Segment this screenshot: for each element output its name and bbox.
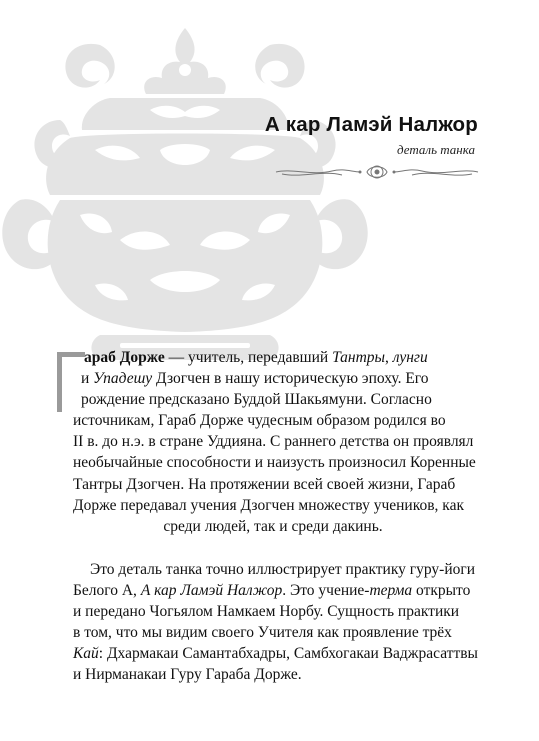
p2-l5-text1: : Дхармакаи Самантабхадры, Самбхогакаи Ваджрасаттвы	[98, 645, 478, 663]
paragraph-gap	[73, 537, 473, 559]
p1-l2-text2: Дзогчен в нашу историческую эпоху. Его	[152, 370, 429, 388]
p2-line-3: и передано Чогьялом Намкаем Норбу. Сущность практики	[73, 603, 460, 621]
p2-l2-it1: А кар Ламэй Налжор	[140, 581, 283, 599]
p2-l5-it1: Кай	[73, 645, 99, 663]
p2-line-6: и Нирманакаи Гуру Гараба Дорже.	[73, 666, 302, 684]
p1-line-7: Тантры Дзогчен. На протяжении всей своей жизни, Гараб	[73, 475, 456, 493]
p2-l2-text2: . Это учение-	[282, 581, 370, 599]
p2-line-1: Это деталь танка точно иллюстрирует практику гуру-йоги	[90, 560, 476, 578]
p2-l2-text3: открыто	[412, 581, 471, 599]
p2-line-2	[73, 580, 473, 601]
p1-l1-text2: ,	[385, 349, 393, 366]
p1-line-9: среди людей, так и среди дакинь.	[163, 517, 383, 535]
p1-line-6: необычайные способности и наизусть произносил Коренные	[73, 454, 476, 472]
p1-line-2	[73, 368, 473, 389]
body-text	[73, 347, 478, 685]
p2-l2-it2: терма	[369, 581, 413, 599]
p1-line-8: Дорже передавал учения Дзогчен множеству учеников, как	[73, 496, 464, 514]
page-subtitle: деталь танка	[397, 142, 475, 157]
p1-line-1	[73, 347, 473, 368]
p1-bold-name: араб Дорже	[84, 349, 165, 366]
p1-l1-text1: — учитель, передавший	[164, 349, 333, 366]
p1-line-3: рождение предсказано Буддой Шакьямуни. Согласно	[81, 391, 432, 409]
p2-line-4: в том, что мы видим своего Учителя как проявление трёх	[73, 624, 452, 642]
p1-line-4: источникам, Гараб Дорже чудесным образом родился во	[73, 412, 446, 430]
p2-line-5	[73, 643, 478, 664]
p1-l2-it1: Упадешу	[93, 370, 153, 388]
p2-l2-text1: Белого А,	[73, 581, 141, 599]
p1-l1-it1: Тантры	[332, 349, 386, 366]
p1-l2-text1: и	[81, 370, 94, 388]
p1-line-5: II в. до н.э. в стране Уддияна. С раннего детства он проявлял	[73, 433, 474, 451]
ornamental-divider	[272, 160, 482, 184]
p1-l1-it2: лунги	[392, 349, 428, 366]
page-title: А кар Ламэй Налжор	[264, 113, 478, 136]
